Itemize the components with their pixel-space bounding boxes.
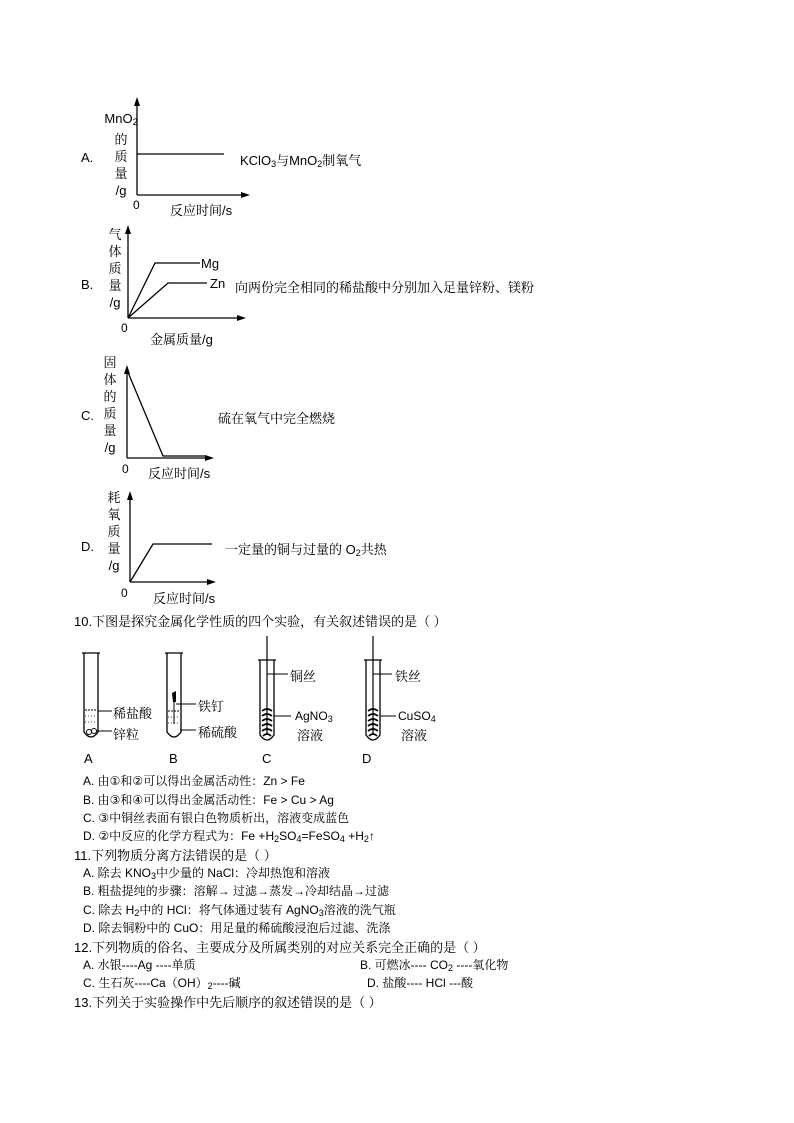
label-solution-d: 溶液 bbox=[401, 728, 428, 743]
tube-letter-b: B bbox=[169, 751, 178, 766]
origin-label: 0 bbox=[121, 321, 128, 335]
option-letter: B. bbox=[81, 277, 94, 292]
q10-option-a: A. 由①和②可以得出金属活动性：Zn > Fe bbox=[83, 774, 305, 788]
label-sulfuric-acid: 稀硫酸 bbox=[198, 725, 238, 740]
x-axis-label: 金属质量/g bbox=[150, 332, 213, 347]
origin-label: 0 bbox=[133, 198, 140, 212]
q11-option-a: A. 除去 $KNO_3$中少量的 NaCl：冷却热饱和溶液 bbox=[83, 866, 331, 881]
test-tube-a bbox=[82, 653, 112, 737]
x-axis-label: 反应时间/s bbox=[170, 203, 233, 218]
x-axis-label: 反应时间/s bbox=[148, 466, 211, 481]
y-axis-label: 固 体 的 质 量 /g bbox=[103, 355, 117, 455]
test-tube-d bbox=[364, 636, 396, 740]
q11-option-b: B. 粗盐提纯的步骤：溶解→ 过滤→蒸发→冷却结晶→过滤 bbox=[83, 884, 390, 898]
y-axis-label: 耗 氧 质 量 /g bbox=[107, 490, 121, 573]
graph-description: KClO$_3$与MnO$_2$制氧气 bbox=[240, 153, 362, 169]
curve-label-mg: Mg bbox=[201, 256, 220, 271]
label-solution-c: 溶液 bbox=[297, 728, 324, 743]
graph-description: 硫在氧气中完全燃烧 bbox=[218, 411, 336, 426]
label-hydrochloric-acid: 稀盐酸 bbox=[113, 706, 153, 721]
label-cuso4: CuSO$_4$ bbox=[398, 709, 436, 724]
y-axis-label: MnO$_2$ 的 质 量 /g bbox=[104, 111, 138, 198]
origin-label: 0 bbox=[122, 462, 129, 476]
label-copper-wire: 铜丝 bbox=[290, 669, 317, 684]
option-letter: A. bbox=[81, 150, 94, 165]
x-axis-label: 反应时间/s bbox=[153, 591, 216, 606]
option-letter: D. bbox=[81, 539, 94, 554]
q10-option-c: C. ③中铜丝表面有银白色物质析出，溶液变成蓝色 bbox=[83, 811, 350, 825]
label-agno3: AgNO$_3$ bbox=[295, 709, 333, 724]
question-13-stem: 13.下列关于实验操作中先后顺序的叙述错误的是（ ） bbox=[74, 995, 382, 1010]
test-tube-c bbox=[258, 636, 291, 740]
question-10-stem: 10.下图是探究金属化学性质的四个实验，有关叙述错误的是（ ） bbox=[74, 614, 447, 629]
q12-option-c: C. 生石灰$----Ca(OH)_2----$碱 bbox=[83, 976, 241, 991]
q11-option-c: C. 除去 $H_2$中的 HCl：将气体通过装有 AgNO$_3$溶液的洗气瓶 bbox=[83, 903, 396, 918]
tube-letter-d: D bbox=[362, 751, 372, 766]
q10-option-d: D. ②中反应的化学方程式为：$Fe +H_2SO_4=FeSO_4$ $+H_2↑$ bbox=[83, 829, 375, 844]
test-tube-b bbox=[165, 653, 196, 737]
label-iron-wire: 铁丝 bbox=[395, 669, 422, 684]
question-11-stem: 11.下列物质分离方法错误的是（ ） bbox=[74, 848, 277, 863]
q12-option-a: A. 水银----Ag ----单质 bbox=[83, 958, 196, 972]
y-axis-label: 气 体 质 量 /g bbox=[108, 227, 122, 310]
option-letter: C. bbox=[81, 408, 94, 423]
label-iron-nail: 铁钉 bbox=[198, 699, 225, 714]
tube-letter-a: A bbox=[84, 751, 93, 766]
curve-label-zn: Zn bbox=[210, 276, 226, 291]
tube-letter-c: C bbox=[262, 751, 272, 766]
q11-option-d: D. 除去铜粉中的 CuO：用足量的稀硫酸浸泡后过滤、洗涤 bbox=[83, 921, 391, 935]
graph-description: 向两份完全相同的稀盐酸中分别加入足量锌粉、镁粉 bbox=[235, 280, 535, 295]
q12-option-b: B. 可燃冰---- $CO_2$ ----氧化物 bbox=[360, 958, 509, 973]
q10-option-b: B. 由③和④可以得出金属活动性：Fe > Cu > Ag bbox=[83, 793, 334, 807]
origin-label: 0 bbox=[121, 586, 128, 600]
q12-option-d: D. 盐酸---- HCl ---酸 bbox=[367, 976, 473, 990]
graph-description: 一定量的铜与过量的 $O_2$共热 bbox=[225, 542, 387, 558]
question-12-stem: 12.下列物质的俗名、主要成分及所属类别的对应关系完全正确的是（ ） bbox=[74, 940, 486, 955]
label-zinc-granules: 锌粒 bbox=[113, 727, 140, 742]
